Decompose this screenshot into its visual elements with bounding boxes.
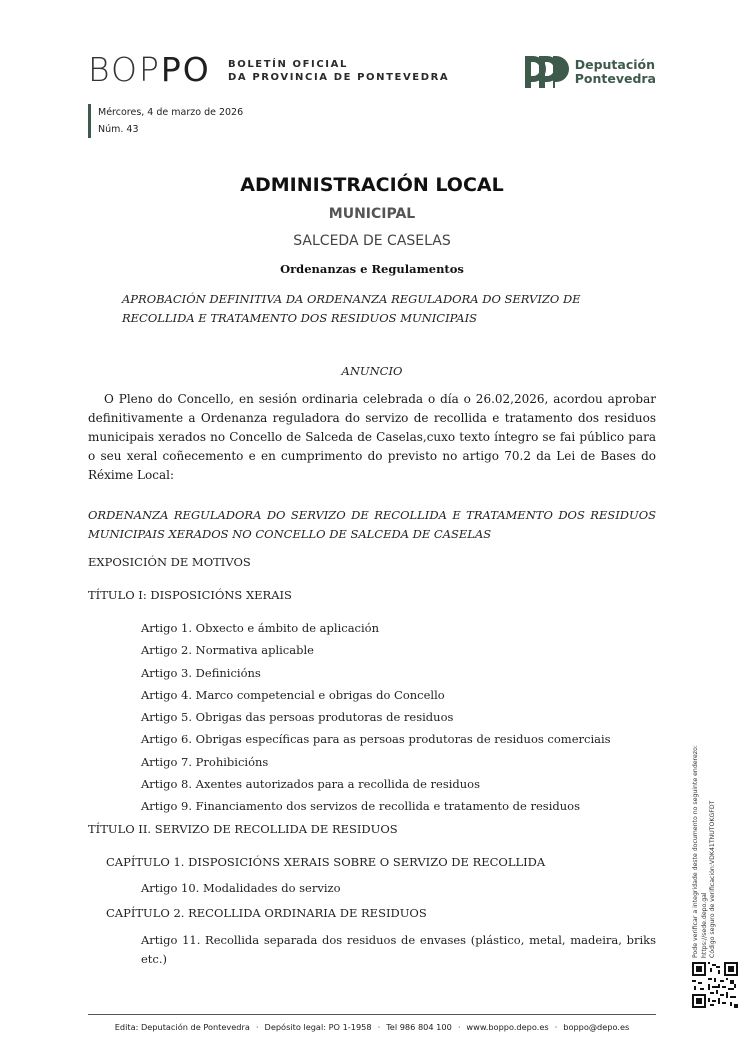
deputacion-logo [523, 52, 656, 92]
bulletin-line-1: BOLETÍN OFICIAL [228, 59, 348, 70]
verification-note [692, 728, 718, 958]
capitulo-2-heading: CAPÍTULO 2. RECOLLIDA ORDINARIA DE RESIDUOS [106, 906, 427, 920]
artigo-11: Artigo 11. Recollida separada dos residuos de envases (plástico, metal, madeira, briks etc.) [141, 933, 656, 966]
anuncio-heading: ANUNCIO [341, 364, 403, 378]
toc-item: Artigo 8. Axentes autorizados para a recollida de residuos [141, 777, 481, 792]
footer-separator: · [554, 1022, 558, 1032]
exposicion-heading: EXPOSICIÓN DE MOTIVOS [88, 555, 251, 569]
ordinance-title: ORDENANZA REGULADORA DO SERVIZO DE RECOLLIDA E TRATAMENTO DOS RESIDUOS MUNICIPAIS XERADOS NO CONCELLO DE SALCEDA DE CASELAS [88, 508, 656, 541]
footer-separator: · [377, 1022, 381, 1032]
footer-website-link[interactable]: www.boppo.depo.es [466, 1022, 549, 1032]
toc-item: Artigo 9. Financiamento dos servizos de recollida e tratamento de residuos [141, 799, 580, 814]
bulletin-name [228, 58, 449, 84]
capitulo-1-heading: CAPÍTULO 1. DISPOSICIÓNS XERAIS SOBRE O SERVIZO DE RECOLLIDA [106, 855, 546, 869]
document-title: APROBACIÓN DEFINITIVA DA ORDENANZA REGULADORA DO SERVIZO DE RECOLLIDA E TRATAMENTO DOS RESIDUOS MUNICIPAIS [122, 292, 581, 325]
issue-number: Núm. 43 [98, 124, 139, 135]
toc-item: Artigo 1. Obxecto e ámbito de aplicación [141, 621, 379, 635]
footer-legal-deposit: Depósito legal: PO 1-1958 [264, 1022, 372, 1032]
qr-code-icon [692, 962, 738, 1008]
verification-line-2[interactable]: https://sede.depo.gal [700, 892, 708, 958]
footer-phone: Tel 986 804 100 [386, 1022, 452, 1032]
boppo-logo [88, 52, 211, 88]
subsection-municipal: MUNICIPAL [328, 206, 416, 222]
toc-item: Artigo 7. Prohibicións [141, 754, 269, 769]
titulo-2-heading: TÍTULO II. SERVIZO DE RECOLLIDA DE RESIDUOS [88, 822, 398, 836]
section-title: ADMINISTRACIÓN LOCAL [240, 174, 504, 196]
artigo-10: Artigo 10. Modalidades do servizo [141, 881, 341, 895]
issue-meta [88, 104, 243, 138]
issue-date: Mércores, 4 de marzo de 2026 [98, 107, 244, 118]
depu-line-1: Deputación [574, 57, 656, 72]
verification-line-1: Pode verificar a integridade deste documento no seguinte enderezo: [692, 745, 699, 958]
toc-item: Artigo 5. Obrigas das persoas produtoras de residuos [141, 710, 454, 725]
toc-item: Artigo 3. Definicións [141, 665, 261, 680]
municipality-name: SALCEDA DE CASELAS [293, 233, 451, 249]
toc-item: Artigo 4. Marco competencial e obrigas do Concello [141, 687, 445, 702]
logo-part-po: PO [160, 50, 211, 89]
footer-separator: · [255, 1022, 259, 1032]
bulletin-line-2: DA PROVINCIA DE PONTEVEDRA [228, 72, 450, 83]
footer-divider [88, 1014, 656, 1015]
category-title: Ordenanzas e Regulamentos [280, 262, 464, 276]
footer-publisher: Edita: Deputación de Pontevedra [114, 1022, 250, 1032]
titulo-1-heading: TÍTULO I: DISPOSICIÓNS XERAIS [88, 588, 292, 602]
page-footer [88, 1022, 656, 1032]
deputacion-emblem-icon [523, 52, 569, 92]
titulo-1-list [141, 617, 656, 818]
logo-part-bop: BOP [88, 50, 161, 89]
verification-line-3: Código seguro de verificación:VDK41TNUTOKGFDT [709, 800, 716, 958]
footer-separator: · [457, 1022, 461, 1032]
page-header [88, 52, 656, 96]
body-paragraph: O Pleno do Concello, en sesión ordinaria celebrada o día o 26.02,2026, acordou aprobar definitivamente a Ordenanza reguladora do servizo de recollida e tratamento dos residuos municipais xerados no Concello de Salceda de Caselas,cuxo texto íntegro se fai público para o seu xeral coñecemento e en cumprimento do previsto no artigo 70.2 da Lei de Bases do Réxime Local: [88, 392, 656, 482]
toc-item: Artigo 2. Normativa aplicable [141, 643, 314, 658]
depu-line-2: Pontevedra [574, 71, 656, 86]
toc-item: Artigo 6. Obrigas específicas para as persoas produtoras de residuos comerciais [141, 732, 611, 747]
deputacion-wordmark [575, 58, 656, 86]
footer-email-link[interactable]: boppo@depo.es [563, 1022, 630, 1032]
